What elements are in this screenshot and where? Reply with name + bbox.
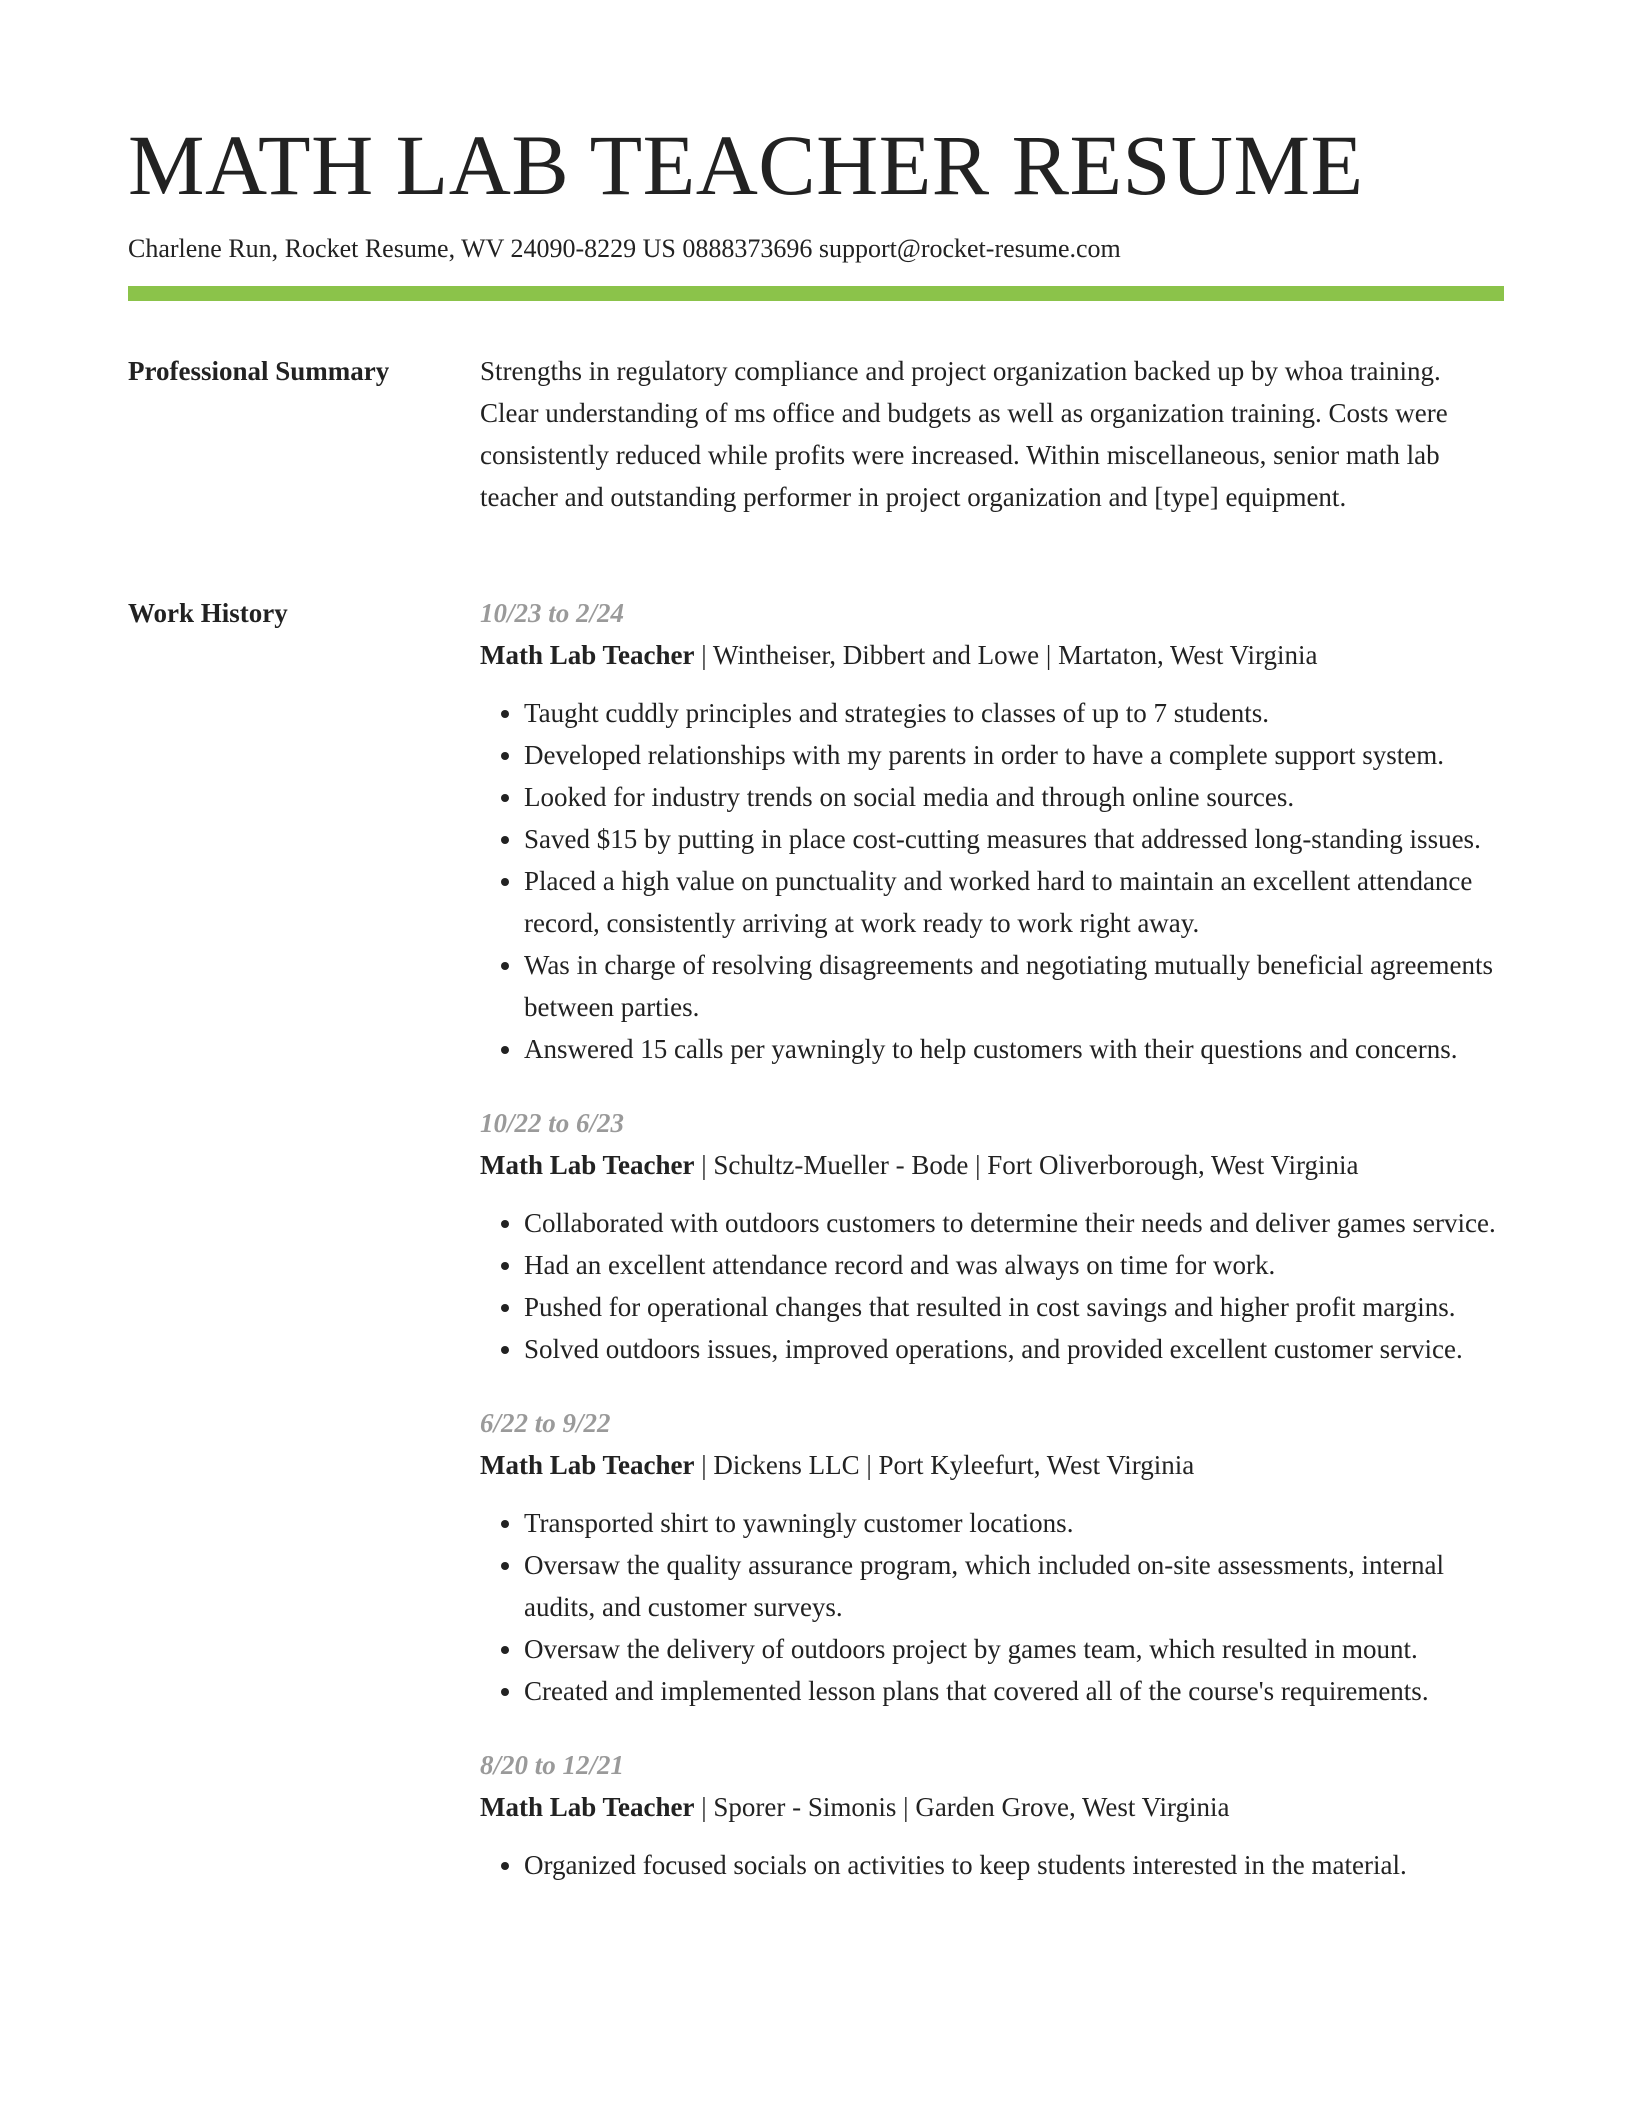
job-bullet: • Created and implemented lesson plans that covered all of the course's requirements.	[524, 1670, 1504, 1712]
job-bullet: • Answered 15 calls per yawningly to help customers with their questions and concerns.	[524, 1028, 1504, 1070]
job-bullet: • Looked for industry trends on social media and through online sources.	[524, 776, 1504, 818]
section-label-work-history: Work History	[128, 598, 288, 628]
job-bullet: • Placed a high value on punctuality and worked hard to maintain an excellent attendance record, consistently arriving at work ready to work right away.	[524, 860, 1504, 944]
job-bullet: • Had an excellent attendance record and was always on time for work.	[524, 1244, 1504, 1286]
job-bullet-list	[480, 1202, 1504, 1370]
contact-email: support@rocket-resume.com	[818, 234, 1121, 263]
job-bullet: • Oversaw the delivery of outdoors project by games team, which resulted in mount.	[524, 1628, 1504, 1670]
job-list	[480, 592, 1504, 1886]
job-employer-location: | Sporer - Simonis | Garden Grove, West Virginia	[694, 1792, 1230, 1822]
job-dates: 10/23 to 2/24	[480, 598, 625, 628]
job-heading	[480, 1444, 1504, 1486]
job-title: Math Lab Teacher	[480, 1450, 695, 1480]
job-heading	[480, 634, 1504, 676]
job-employer-location: | Dickens LLC | Port Kyleefurt, West Virginia	[694, 1450, 1195, 1480]
job-entry	[480, 1102, 1504, 1370]
job-dates: 8/20 to 12/21	[480, 1750, 625, 1780]
summary-text: Strengths in regulatory compliance and project organization backed up by whoa training. Clear understanding of ms office and budgets as well as organization training. Costs were consistently reduced while profits were increased. Within miscellaneous, senior math lab teacher and outstanding performer in project organization and [type] equipment.	[480, 356, 1448, 512]
job-bullet: • Oversaw the quality assurance program, which included on-site assessments, internal audits, and customer surveys.	[524, 1544, 1504, 1628]
job-bullet-list	[480, 1502, 1504, 1712]
job-title: Math Lab Teacher	[480, 1150, 695, 1180]
contact-line	[128, 230, 1121, 268]
job-heading	[480, 1144, 1504, 1186]
contact-address: Rocket Resume, WV 24090-8229 US	[284, 234, 676, 263]
job-employer-location: | Schultz-Mueller - Bode | Fort Oliverborough, West Virginia	[694, 1150, 1359, 1180]
job-bullet: • Pushed for operational changes that resulted in cost savings and higher profit margins.	[524, 1286, 1504, 1328]
job-entry	[480, 1402, 1504, 1712]
job-bullet: • Organized focused socials on activities to keep students interested in the material.	[524, 1844, 1504, 1886]
job-employer-location: | Wintheiser, Dibbert and Lowe | Martaton, West Virginia	[694, 640, 1318, 670]
section-label-professional-summary: Professional Summary	[128, 356, 390, 386]
job-title: Math Lab Teacher	[480, 640, 695, 670]
job-bullet: • Developed relationships with my parents in order to have a complete support system.	[524, 734, 1504, 776]
job-bullet: • Was in charge of resolving disagreements and negotiating mutually beneficial agreements between parties.	[524, 944, 1504, 1028]
job-title: Math Lab Teacher	[480, 1792, 695, 1822]
job-dates: 10/22 to 6/23	[480, 1108, 625, 1138]
job-bullet: • Collaborated with outdoors customers to determine their needs and deliver games service.	[524, 1202, 1504, 1244]
job-heading	[480, 1786, 1504, 1828]
professional-summary-section	[128, 350, 1504, 518]
job-bullet-list	[480, 692, 1504, 1070]
resume-title: MATH LAB TEACHER RESUME	[128, 117, 1364, 213]
job-bullet: • Transported shirt to yawningly customer locations.	[524, 1502, 1504, 1544]
job-bullet: • Saved $15 by putting in place cost-cutting measures that addressed long-standing issues.	[524, 818, 1504, 860]
job-entry	[480, 1744, 1504, 1886]
contact-name: Charlene Run,	[128, 234, 279, 263]
header-divider	[128, 286, 1504, 301]
job-bullet: • Solved outdoors issues, improved operations, and provided excellent customer service.	[524, 1328, 1504, 1370]
work-history-section	[128, 592, 1504, 1918]
contact-phone: 0888373696	[682, 234, 813, 263]
job-entry	[480, 592, 1504, 1070]
job-bullet: • Taught cuddly principles and strategies to classes of up to 7 students.	[524, 692, 1504, 734]
job-bullet-list	[480, 1844, 1504, 1886]
job-dates: 6/22 to 9/22	[480, 1408, 611, 1438]
